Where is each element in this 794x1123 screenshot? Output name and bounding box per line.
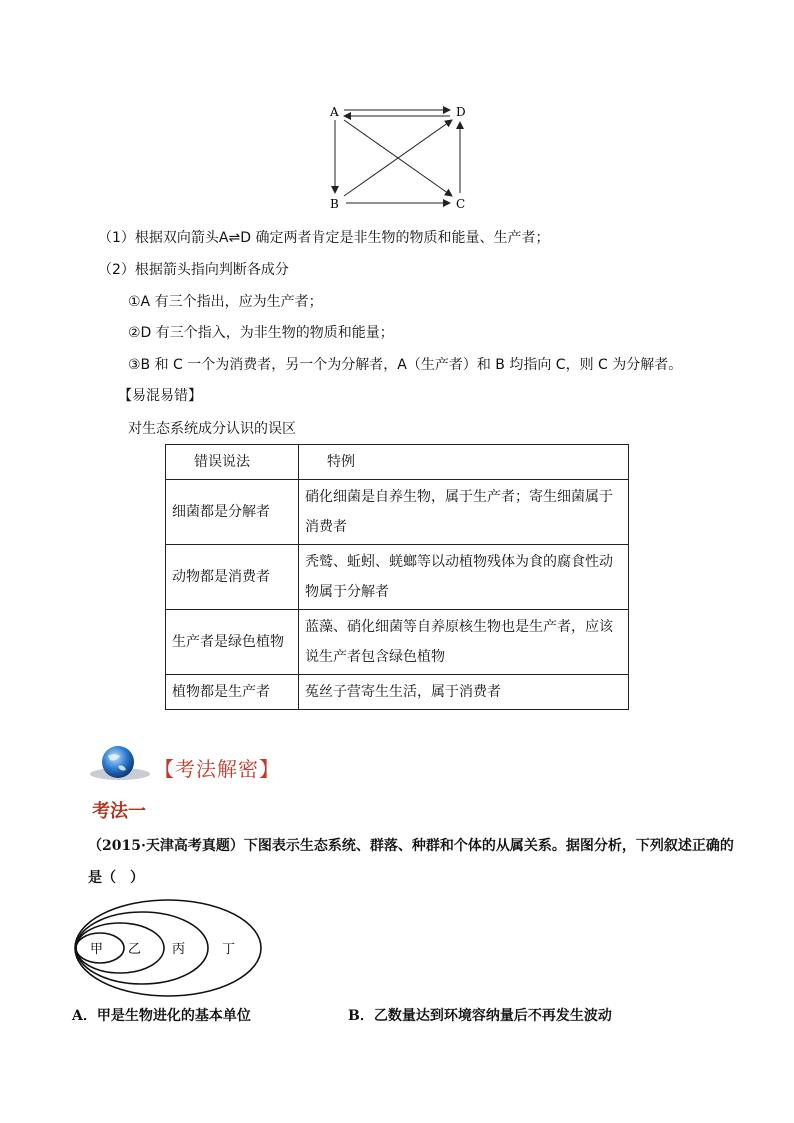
label-yi: 乙 [128, 942, 142, 957]
table-header: 特例 [299, 445, 629, 480]
confusion-label: 【易混易错】 [118, 388, 202, 404]
note-line-3: ①A 有三个指出，应为生产者； [128, 294, 323, 310]
misconception-table [165, 444, 629, 710]
table-row [166, 610, 629, 675]
table-row [166, 545, 629, 610]
table-cell: 细菌都是分解者 [166, 480, 299, 545]
table-caption: 对生态系统成分认识的误区 [128, 421, 296, 437]
table-header-row [166, 445, 629, 480]
label-ding: 丁 [222, 942, 236, 957]
note-line-2: （2）根据箭头指向判断各成分 [98, 262, 289, 278]
table-cell: 植物都是生产者 [166, 675, 299, 710]
option-a[interactable]: A．甲是生物进化的基本单位 [72, 1008, 251, 1024]
option-b[interactable]: B．乙数量达到环境容纳量后不再发生波动 [348, 1008, 612, 1024]
kaofa-title: 考法一 [92, 801, 146, 822]
question-line-2: 是（ ） [88, 870, 144, 886]
label-bing: 丙 [172, 942, 186, 957]
note-line-5: ③B 和 C 一个为消费者，另一个为分解者，A（生产者）和 B 均指向 C，则 C 为分解者。 [128, 357, 683, 373]
ecosystem-component-diagram [320, 100, 480, 215]
node-a: A [330, 105, 339, 119]
table-cell: 秃鹫、蚯蚓、蜣螂等以动植物残体为食的腐食性动物属于分解者 [299, 545, 629, 610]
table-cell: 硝化细菌是自养生物，属于生产者；寄生细菌属于消费者 [299, 480, 629, 545]
hierarchy-ellipse-diagram [72, 896, 268, 1000]
note-line-1: （1）根据双向箭头A⇌D 确定两者肯定是非生物的物质和能量、生产者； [98, 230, 550, 246]
label-jia: 甲 [90, 942, 104, 957]
table-cell: 菟丝子营寄生生活，属于消费者 [299, 675, 629, 710]
table-cell: 动物都是消费者 [166, 545, 299, 610]
node-d: D [456, 105, 466, 119]
section-title: 【考法解密】 [154, 757, 280, 781]
table-header: 错误说法 [166, 445, 299, 480]
table-cell: 生产者是绿色植物 [166, 610, 299, 675]
table-cell: 蓝藻、硝化细菌等自养原核生物也是生产者，应该说生产者包含绿色植物 [299, 610, 629, 675]
table-row [166, 480, 629, 545]
note-line-4: ②D 有三个指入，为非生物的物质和能量； [128, 325, 394, 341]
globe-icon [88, 742, 152, 784]
node-b: B [330, 197, 339, 211]
node-c: C [456, 197, 466, 211]
table-row [166, 675, 629, 710]
question-line-1: （2015·天津高考真题）下图表示生态系统、群落、种群和个体的从属关系。据图分析，下列叙述正确的 [88, 838, 734, 854]
